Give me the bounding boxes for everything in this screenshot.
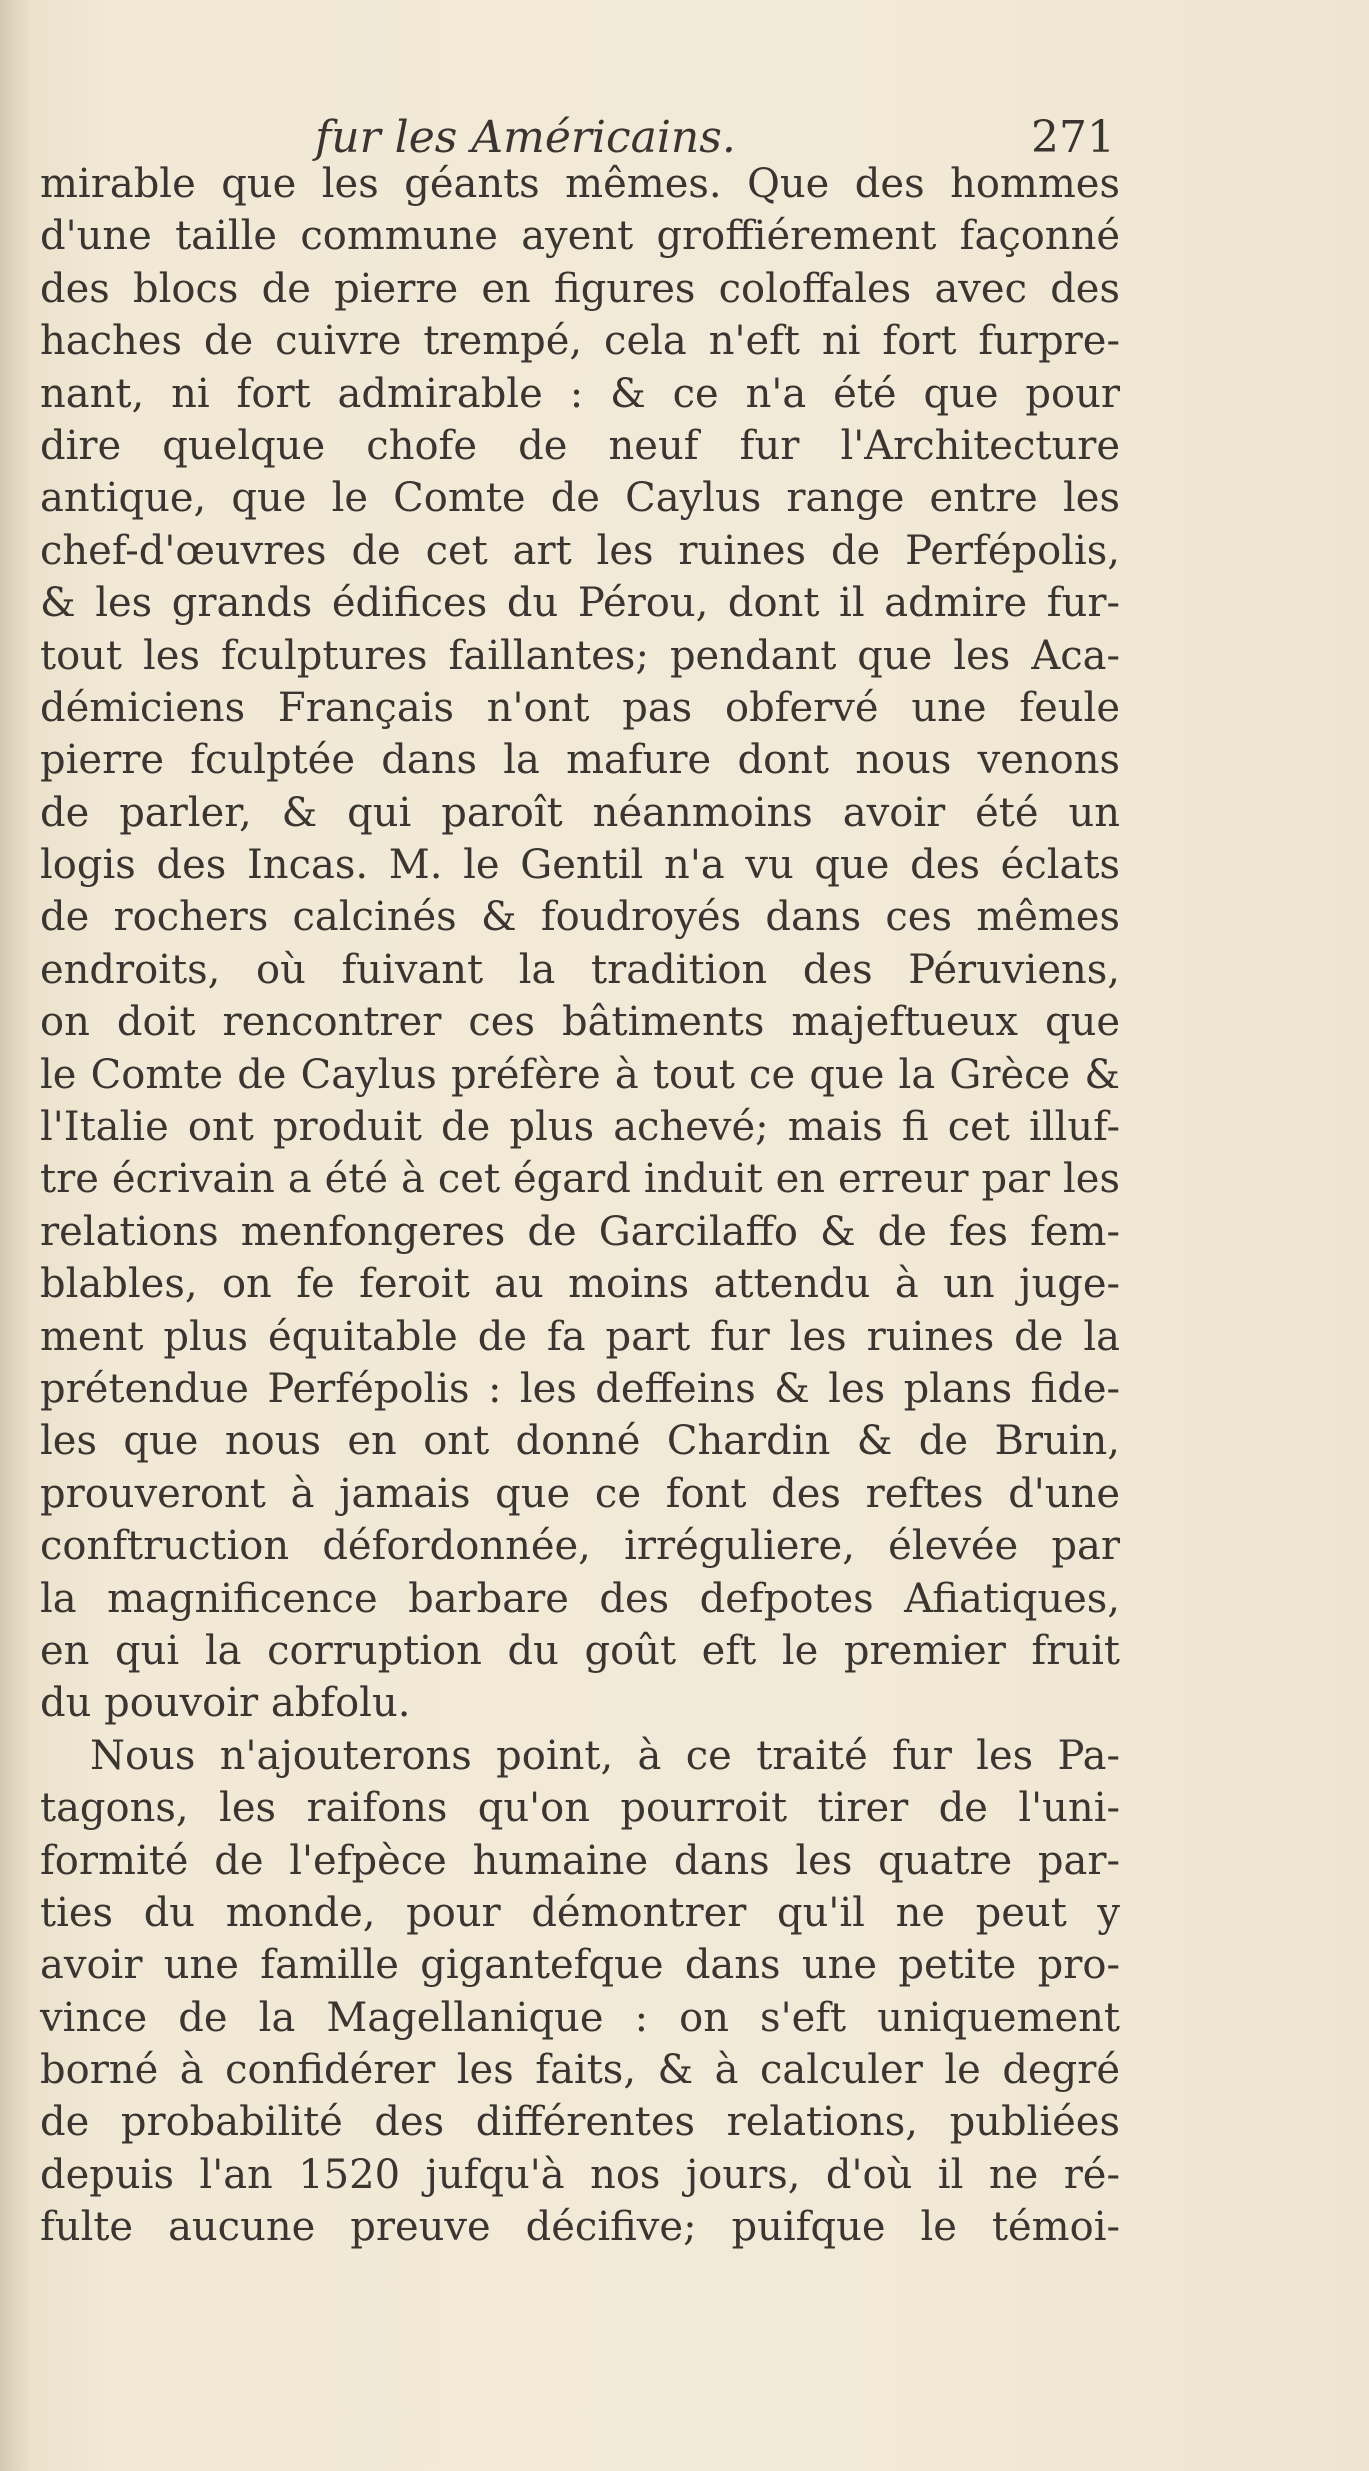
text-line: mirable que les géants mêmes. Que des hommes bbox=[40, 161, 1120, 207]
page-number: 271 bbox=[1031, 112, 1115, 163]
text-line: tout les fculptures faillantes; pendant que les Aca- bbox=[40, 632, 1120, 679]
text-line: du pouvoir abfolu. bbox=[40, 1680, 411, 1727]
text-line: chef-d'œuvres de cet art les ruines de Perfépolis, bbox=[40, 527, 1120, 574]
text-line: conftruction défordonnée, irréguliere, élevée par bbox=[40, 1523, 1120, 1570]
text-line: relations menfongeres de Garcilaffo & de fes fem- bbox=[40, 1208, 1120, 1255]
text-line: borné à confidérer les faits, & à calculer le degré bbox=[40, 2047, 1120, 2094]
text-line: de parler, & qui paroît néanmoins avoir été un bbox=[40, 789, 1120, 836]
text-line: Nous n'ajouterons point, à ce traité fur les Pa- bbox=[90, 1732, 1120, 1779]
text-line: nant, ni fort admirable : & ce n'a été que pour bbox=[40, 370, 1120, 417]
text-line: avoir une famille gigantefque dans une petite pro- bbox=[40, 1942, 1120, 1989]
text-line: depuis l'an 1520 jufqu'à nos jours, d'où il ne ré- bbox=[40, 2151, 1120, 2198]
text-line: des blocs de pierre en figures coloffales avec des bbox=[40, 265, 1120, 312]
text-line: tre écrivain a été à cet égard induit en erreur par les bbox=[40, 1156, 1120, 1203]
text-line: ment plus équitable de fa part fur les ruines de la bbox=[40, 1313, 1120, 1360]
text-line: de rochers calcinés & foudroyés dans ces mêmes bbox=[40, 894, 1120, 941]
text-line: les que nous en ont donné Chardin & de Bruin, bbox=[40, 1418, 1120, 1465]
text-line: la magnificence barbare des defpotes Afiatiques, bbox=[40, 1575, 1120, 1622]
running-title: fur les Américains. bbox=[315, 112, 736, 163]
text-line: vince de la Magellanique : on s'eft uniquement bbox=[40, 1994, 1120, 2041]
text-line: prétendue Perfépolis : les deffeins & les plans fide- bbox=[40, 1365, 1120, 1412]
text-line: démiciens Français n'ont pas obfervé une feule bbox=[40, 684, 1120, 731]
text-line: fulte aucune preuve décifive; puifque le témoi- bbox=[40, 2204, 1120, 2251]
text-line: on doit rencontrer ces bâtiments majeftueux que bbox=[40, 999, 1120, 1046]
text-line: dire quelque chofe de neuf fur l'Architecture bbox=[40, 422, 1120, 469]
text-line: l'Italie ont produit de plus achevé; mais fi cet illuf- bbox=[40, 1104, 1120, 1151]
text-line: de probabilité des différentes relations, publiées bbox=[40, 2099, 1120, 2146]
text-line: d'une taille commune ayent groffiérement façonné bbox=[40, 213, 1120, 260]
gutter-shadow bbox=[0, 0, 30, 2471]
body-text bbox=[40, 158, 1120, 2254]
text-line: pierre fculptée dans la mafure dont nous venons bbox=[40, 737, 1120, 784]
text-line: & les grands édifices du Pérou, dont il admire fur- bbox=[40, 580, 1120, 627]
text-line: antique, que le Comte de Caylus range entre les bbox=[40, 475, 1120, 522]
text-line: le Comte de Caylus préfère à tout ce que la Grèce & bbox=[40, 1051, 1120, 1098]
text-line: endroits, où fuivant la tradition des Péruviens, bbox=[40, 946, 1120, 993]
text-line: logis des Incas. M. le Gentil n'a vu que des éclats bbox=[40, 842, 1120, 889]
text-line: prouveront à jamais que ce font des reftes d'une bbox=[40, 1470, 1120, 1517]
text-line: tagons, les raifons qu'on pourroit tirer de l'uni- bbox=[40, 1785, 1120, 1832]
text-line: haches de cuivre trempé, cela n'eft ni fort furpre- bbox=[40, 318, 1120, 365]
text-line: ties du monde, pour démontrer qu'il ne peut y bbox=[40, 1889, 1120, 1936]
text-line: formité de l'efpèce humaine dans les quatre par- bbox=[40, 1837, 1120, 1884]
text-line: blables, on fe feroit au moins attendu à un juge- bbox=[40, 1261, 1120, 1308]
text-line: en qui la corruption du goût eft le premier fruit bbox=[40, 1627, 1120, 1674]
